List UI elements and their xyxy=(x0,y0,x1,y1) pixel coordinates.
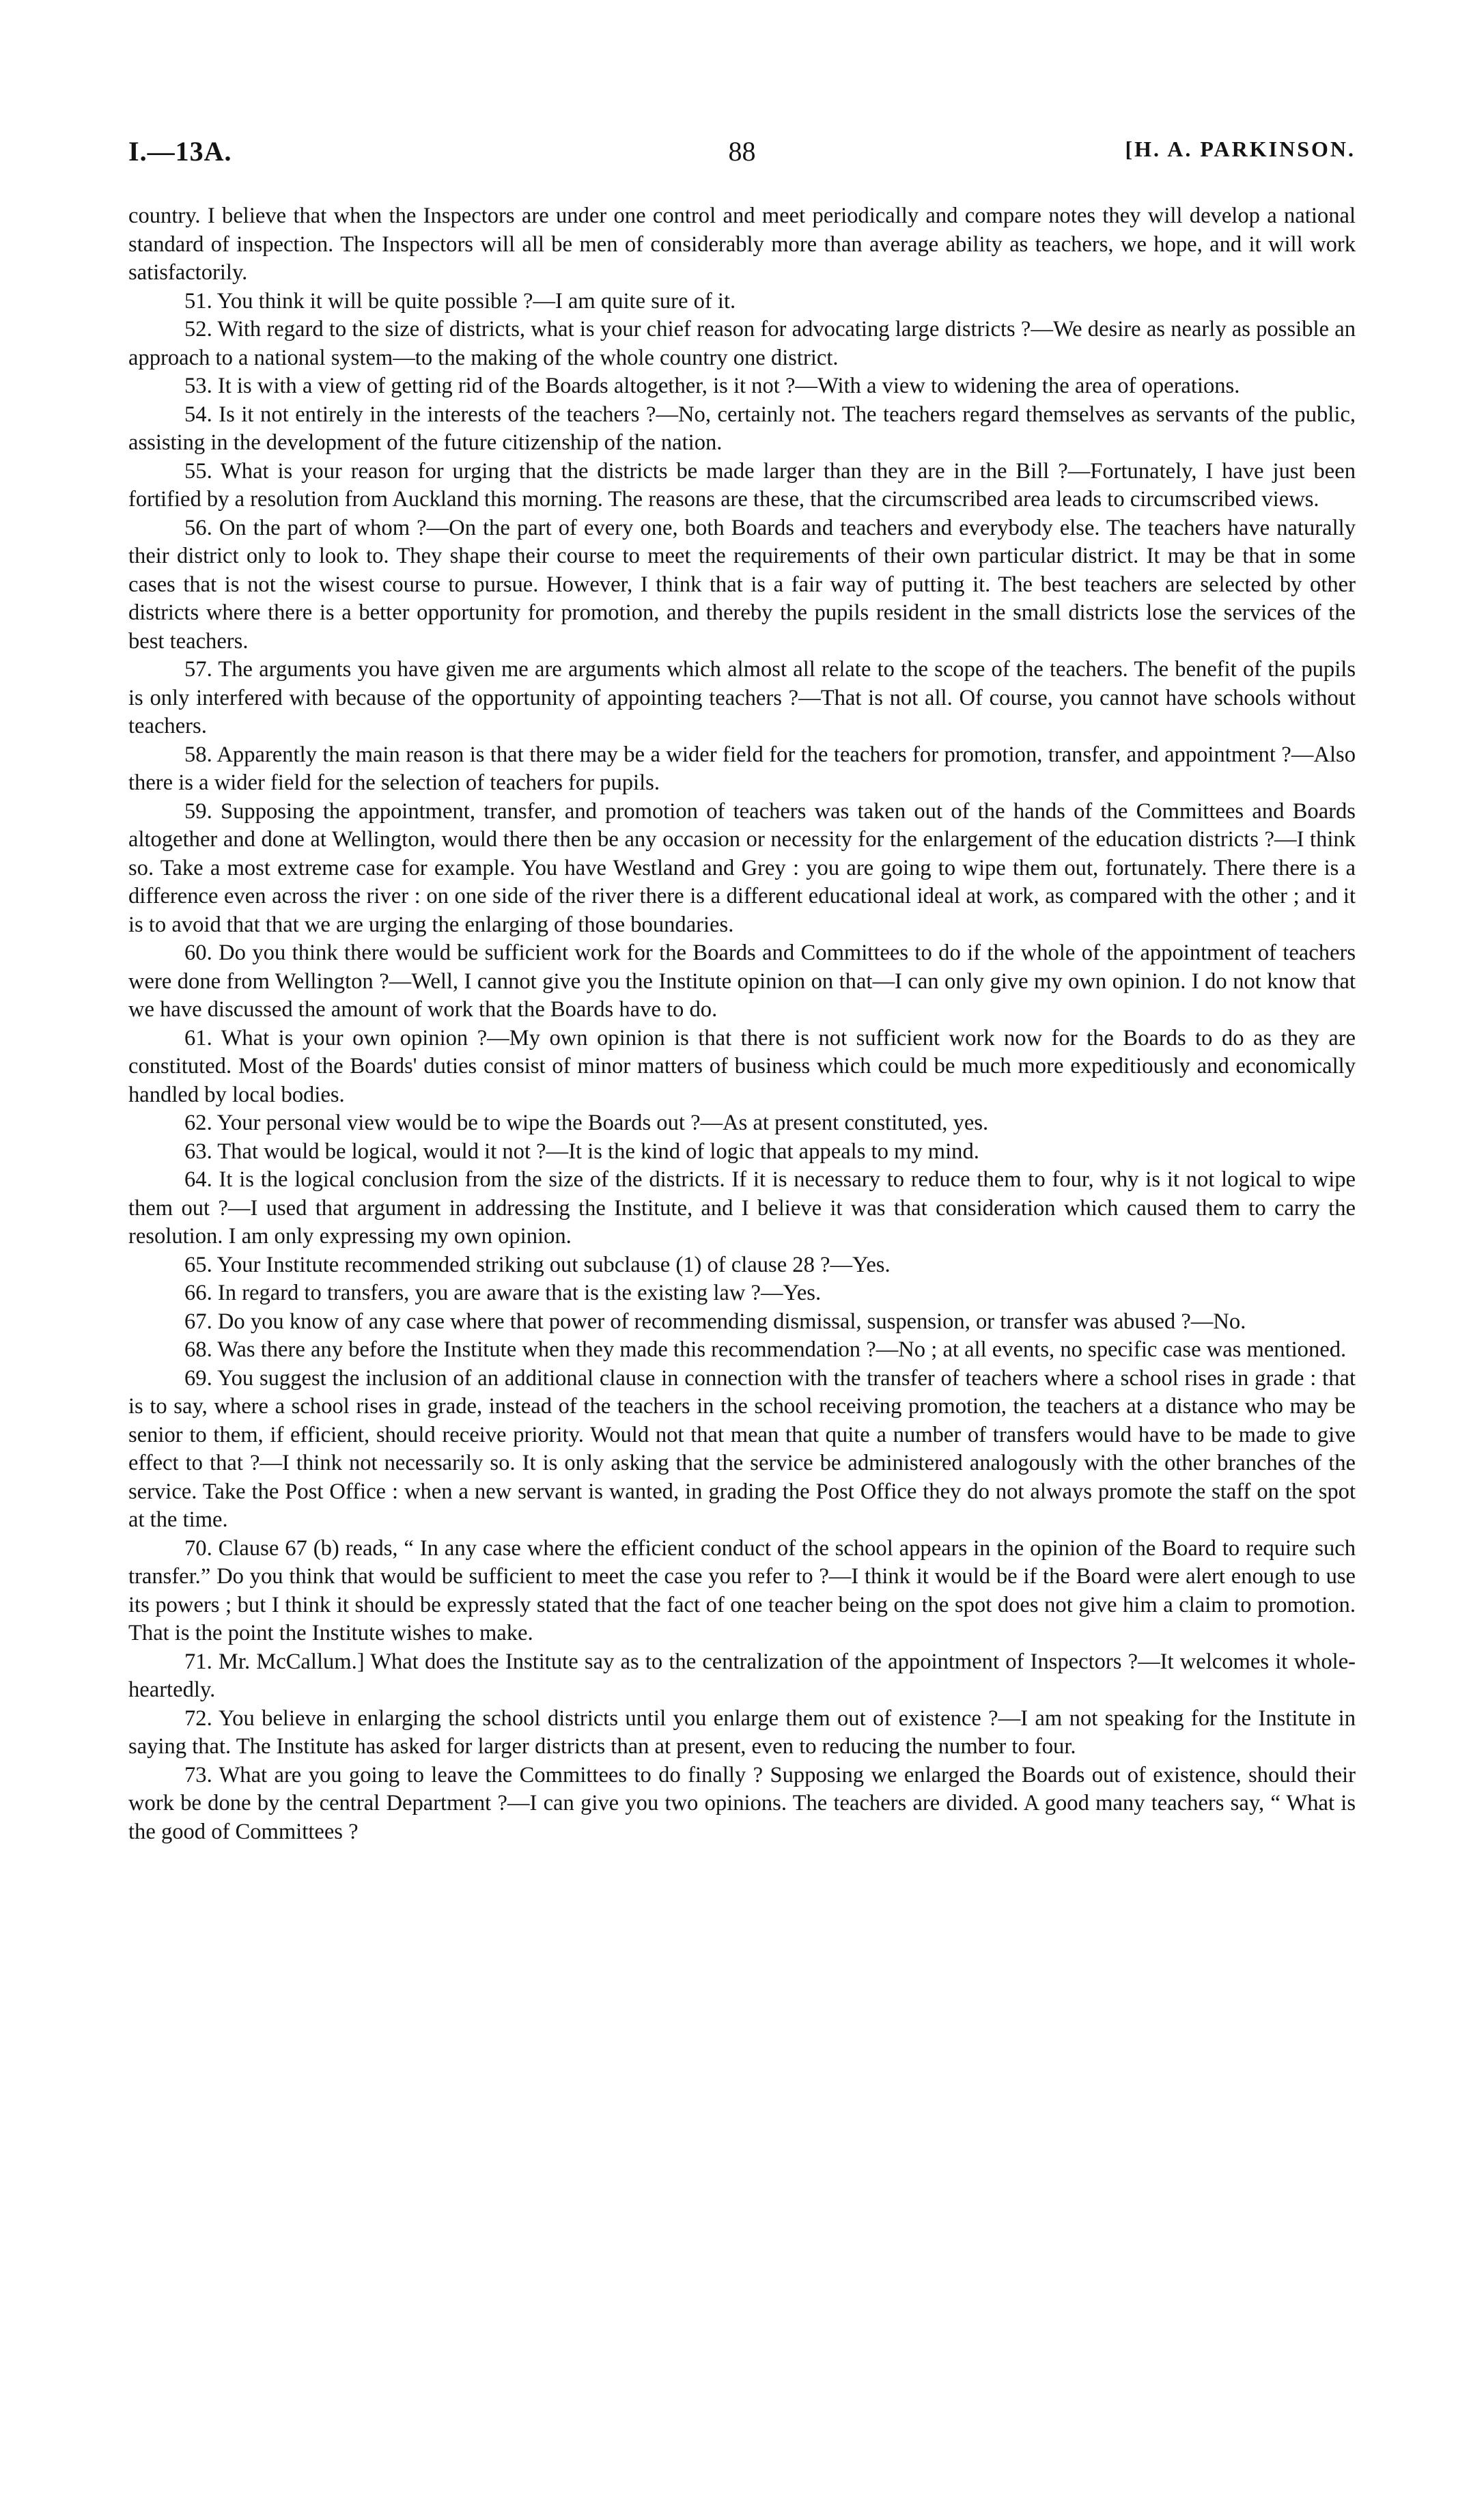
qa-paragraph: 68. Was there any before the Institute when they made this recommendation ?—No ; at all events, no specific case was mentioned. xyxy=(184,1337,1347,1362)
qa-paragraph: 65. Your Institute recommended striking out subclause (1) of clause 28 ?—Yes. xyxy=(184,1252,891,1277)
qa-paragraph: 51. You think it will be quite possible ?—I am quite sure of it. xyxy=(184,288,736,314)
qa-paragraph: 53. It is with a view of getting rid of the Boards altogether, is it not ?—With a view to widening the area of operations. xyxy=(184,374,1240,398)
qa-paragraph: 69. You suggest the inclusion of an additional clause in connection with the transfer of teachers where a school rises in grade : that is to say, where a school rises in grade, instead of the teachers in the school receiving promotion, the teachers at a distance who may be senior to them, if efficient, should receive priority. Would not that mean that quite a number of transfers would have to be made to give effect to that ?—I think not necessarily so. It is only asking that the service be administered analogously with the other branches of the service. Take the Post Office : when a new servant is wanted, in grading the Post Office they do not always promote the staff on the spot at the time. xyxy=(128,1365,1356,1532)
page-number: 88 xyxy=(728,136,756,167)
qa-paragraph: 56. On the part of whom ?—On the part of every one, both Boards and teachers and everybody else. The teachers have naturally their district only to look to. They shape their course to meet the requirements of their own particular district. It may be that in some cases that is not the wisest course to pursue. However, I think that is a fair way of putting it. The best teachers are selected by other districts where there is a better opportunity for promotion, and thereby the pupils resident in the small districts lose the services of the best teachers. xyxy=(128,515,1356,654)
body-text xyxy=(128,202,1356,1846)
qa-paragraph: 63. That would be logical, would it not ?—It is the kind of logic that appeals to my mind. xyxy=(184,1139,979,1164)
continuation-paragraph: country. I believe that when the Inspectors are under one control and meet periodically and compare notes they will develop a national standard of inspection. The Inspectors will all be men of considerably more than average ability as teachers, we hope, and it will work satisfactorily. xyxy=(128,204,1356,285)
document-reference: I.—13A. xyxy=(128,136,232,167)
qa-paragraph: 70. Clause 67 (b) reads, “ In any case where the efficient conduct of the school appears in the opinion of the Board to require such transfer.” Do you think that would be sufficient to meet the case you refer to ?—I think it would be if the Board were alert enough to use its powers ; but I think it should be expressly stated that the fact of one teacher being on the spot does not give him a claim to promotion. That is the point the Institute wishes to make. xyxy=(128,1535,1356,1645)
qa-paragraph: 57. The arguments you have given me are arguments which almost all relate to the scope of the teachers. The benefit of the pupils is only interfered with because of the opportunity of appointing teachers ?—That is not all. Of course, you cannot have schools without teachers. xyxy=(128,657,1356,738)
qa-paragraph: 72. You believe in enlarging the school districts until you enlarge them out of existence ?—I am not speaking for the Institute in saying that. The Institute has asked for larger districts than at present, even to reducing the number to four. xyxy=(128,1705,1356,1759)
qa-paragraph: 52. With regard to the size of districts, what is your chief reason for advocating large districts ?—We desire as nearly as possible an approach to a national system—to the making of the whole country one district. xyxy=(128,317,1356,370)
qa-paragraph: 61. What is your own opinion ?—My own opinion is that there is not sufficient work now for the Boards to do as they are constituted. Most of the Boards' duties consist of minor matters of business which could be much more expeditiously and economically handled by local bodies. xyxy=(128,1025,1356,1107)
qa-paragraph: 54. Is it not entirely in the interests of the teachers ?—No, certainly not. The teachers regard themselves as servants of the public, assisting in the development of the future citizenship of the nation. xyxy=(128,402,1356,455)
qa-paragraph: 64. It is the logical conclusion from the size of the districts. If it is necessary to reduce them to four, why is it not logical to wipe them out ?—I used that argument in addressing the Institute, and I believe it was that consideration which caused them to carry the resolution. I am only expressing my own opinion. xyxy=(128,1167,1356,1249)
qa-paragraph: 62. Your personal view would be to wipe the Boards out ?—As at present constituted, yes. xyxy=(184,1111,989,1135)
qa-paragraph: 71. Mr. McCallum.] What does the Institute say as to the centralization of the appointment of Inspectors ?—It welcomes it whole-heartedly. xyxy=(128,1649,1356,1702)
witness-name: [H. A. PARKINSON. xyxy=(1125,137,1356,161)
qa-paragraph: 58. Apparently the main reason is that there may be a wider field for the teachers for promotion, transfer, and appointment ?—Also there is a wider field for the selection of teachers for pupils. xyxy=(128,742,1356,795)
qa-paragraph: 67. Do you know of any case where that power of recommending dismissal, suspension, or transfer was abused ?—No. xyxy=(184,1309,1246,1334)
page-header xyxy=(128,135,1356,183)
qa-paragraph: 60. Do you think there would be sufficient work for the Boards and Committees to do if the whole of the appointment of teachers were done from Wellington ?—Well, I cannot give you the Institute opinion on that—I can only give my own opinion. I do not know that we have discussed the amount of work that the Boards have to do. xyxy=(128,941,1356,1022)
question-answer-list xyxy=(128,288,1356,1847)
qa-paragraph: 59. Supposing the appointment, transfer, and promotion of teachers was taken out of the hands of the Committees and Boards altogether and done at Wellington, would there then be any occasion or necessity for the enlargement of the education districts ?—I think so. Take a most extreme case for example. You have Westland and Grey : you are going to wipe them out, fortunately. There there is a difference even across the river : on one side of the river there is a different educational ideal at work, as compared with the other ; and it is to avoid that that we are urging the enlarging of those boundaries. xyxy=(128,798,1356,937)
qa-paragraph: 55. What is your reason for urging that the districts be made larger than they are in the Bill ?—Fortunately, I have just been fortified by a resolution from Auckland this morning. The reasons are these, that the circumscribed area leads to circumscribed views. xyxy=(128,458,1356,512)
qa-paragraph: 66. In regard to transfers, you are aware that is the existing law ?—Yes. xyxy=(184,1281,822,1305)
qa-paragraph: 73. What are you going to leave the Committees to do finally ? Supposing we enlarged the Boards out of existence, should their work be done by the central Department ?—I can give you two opinions. The teachers are divided. A good many teachers say, “ What is the good of Committees ? xyxy=(128,1762,1356,1844)
